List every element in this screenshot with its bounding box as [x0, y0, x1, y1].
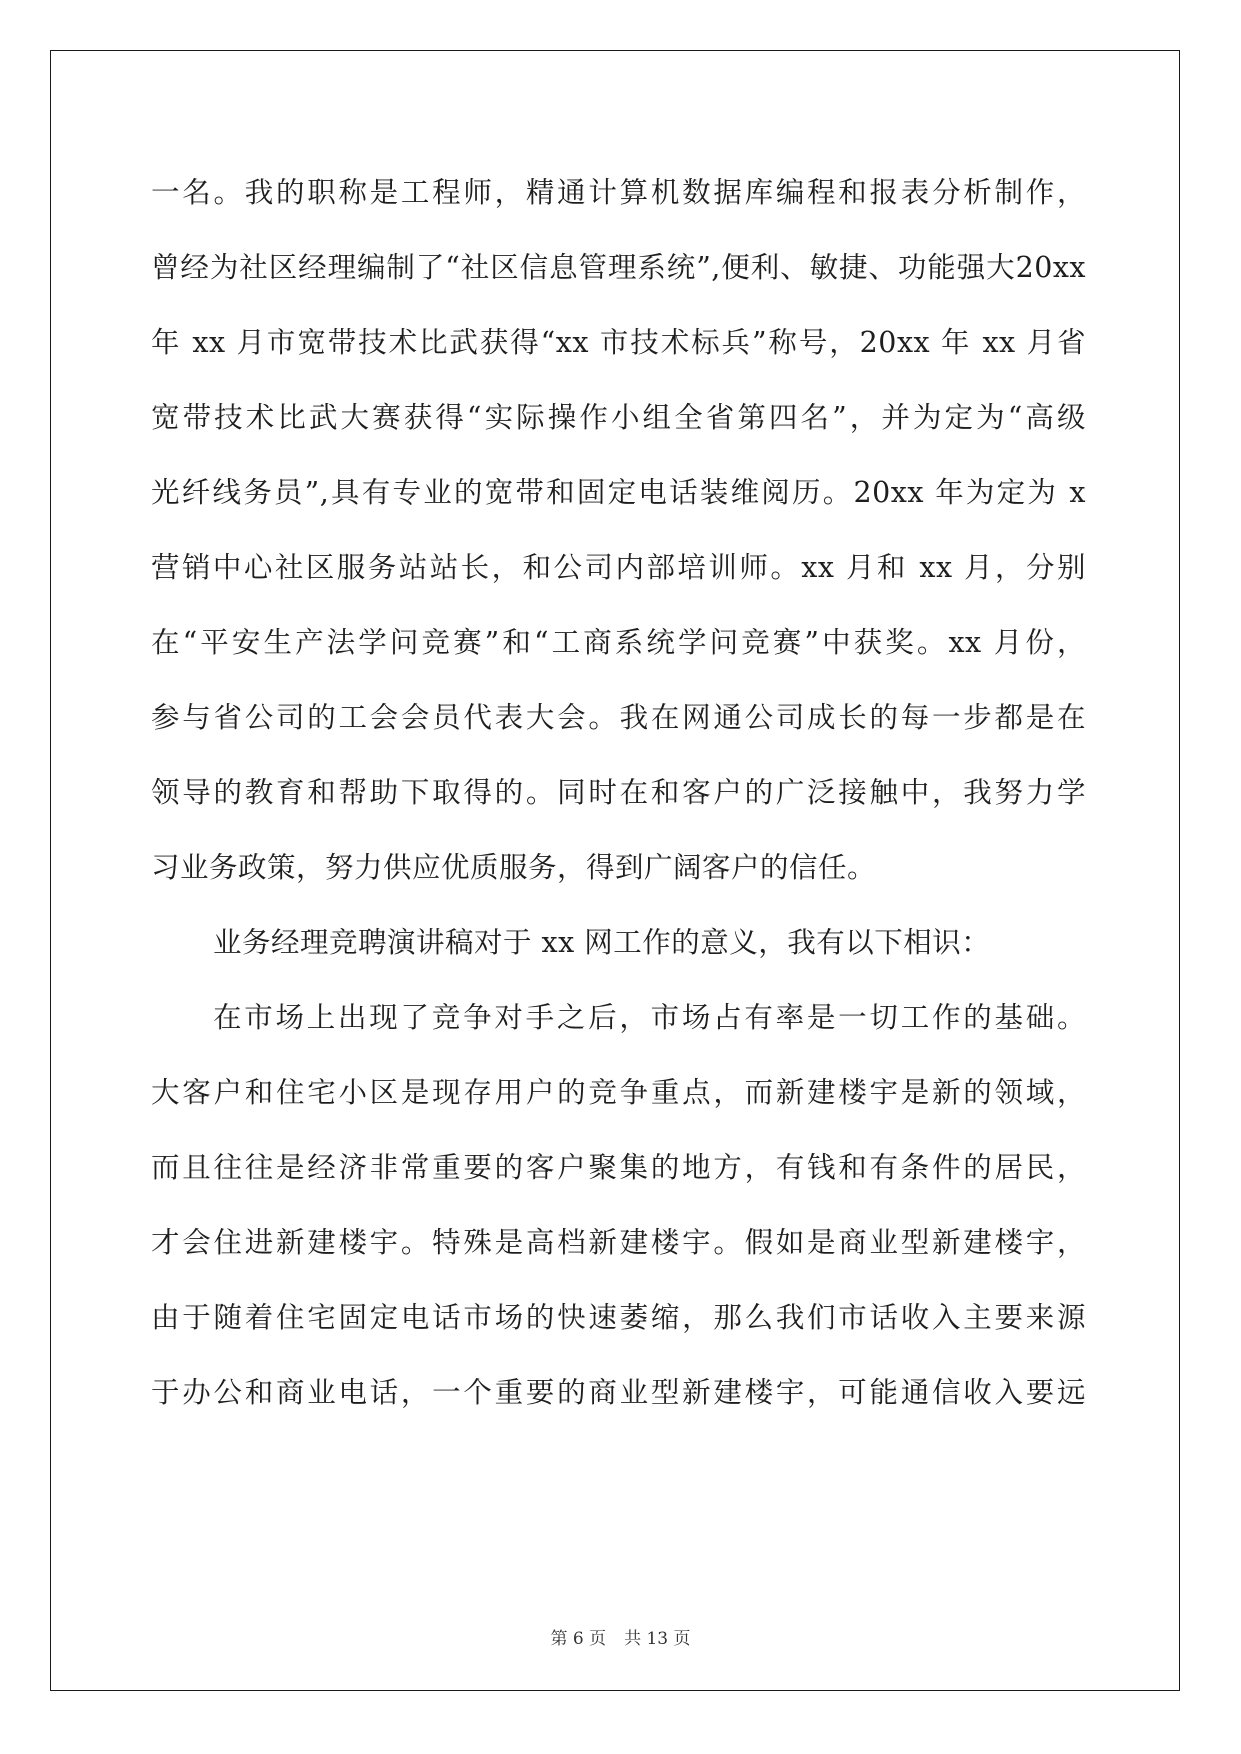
- text-line: 营销中心社区服务站站长，和公司内部培训师。xx 月和 xx 月，分别: [151, 551, 1086, 584]
- text-line: 参与省公司的工会会员代表大会。我在网通公司成长的每一步都是在: [151, 701, 1086, 734]
- text-line: 在“平安生产法学问竞赛”和“工商系统学问竞赛”中获奖。xx 月份，: [151, 626, 1086, 659]
- text-line: 光纤线务员”,具有专业的宽带和固定电话装维阅历。20xx 年为定为 x: [151, 476, 1086, 509]
- paragraph-first-line: 业务经理竞聘演讲稿对于 xx 网工作的意义，我有以下相识：: [213, 926, 991, 959]
- text-line: 于办公和商业电话，一个重要的商业型新建楼宇，可能通信收入要远: [151, 1376, 1086, 1409]
- text-line: 领导的教育和帮助下取得的。同时在和客户的广泛接触中，我努力学: [151, 776, 1086, 809]
- paragraph-first-line: 在市场上出现了竞争对手之后，市场占有率是一切工作的基础。: [213, 1001, 1086, 1034]
- paragraph-last-line: 习业务政策，努力供应优质服务，得到广阔客户的信任。: [151, 851, 877, 884]
- document-body: [151, 155, 1086, 1430]
- text-line: 一名。我的职称是工程师，精通计算机数据库编程和报表分析制作，: [151, 176, 1086, 209]
- text-line: 宽带技术比武大赛获得“实际操作小组全省第四名”，并为定为“高级: [151, 401, 1086, 434]
- page-total: 共 13 页: [624, 1629, 691, 1649]
- text-line: 而且往往是经济非常重要的客户聚集的地方，有钱和有条件的居民，: [151, 1151, 1086, 1184]
- text-line: 由于随着住宅固定电话市场的快速萎缩，那么我们市话收入主要来源: [151, 1301, 1086, 1334]
- page-number: 第 6 页: [550, 1629, 607, 1649]
- text-line: 曾经为社区经理编制了“社区信息管理系统”,便利、敏捷、功能强大20xx: [151, 251, 1086, 284]
- text-line: 大客户和住宅小区是现存用户的竞争重点，而新建楼宇是新的领域，: [151, 1076, 1086, 1109]
- page-footer: [0, 1624, 1241, 1649]
- text-line: 年 xx 月市宽带技术比武获得“xx 市技术标兵”称号，20xx 年 xx 月省: [151, 326, 1086, 359]
- text-line: 才会住进新建楼宇。特殊是高档新建楼宇。假如是商业型新建楼宇，: [151, 1226, 1086, 1259]
